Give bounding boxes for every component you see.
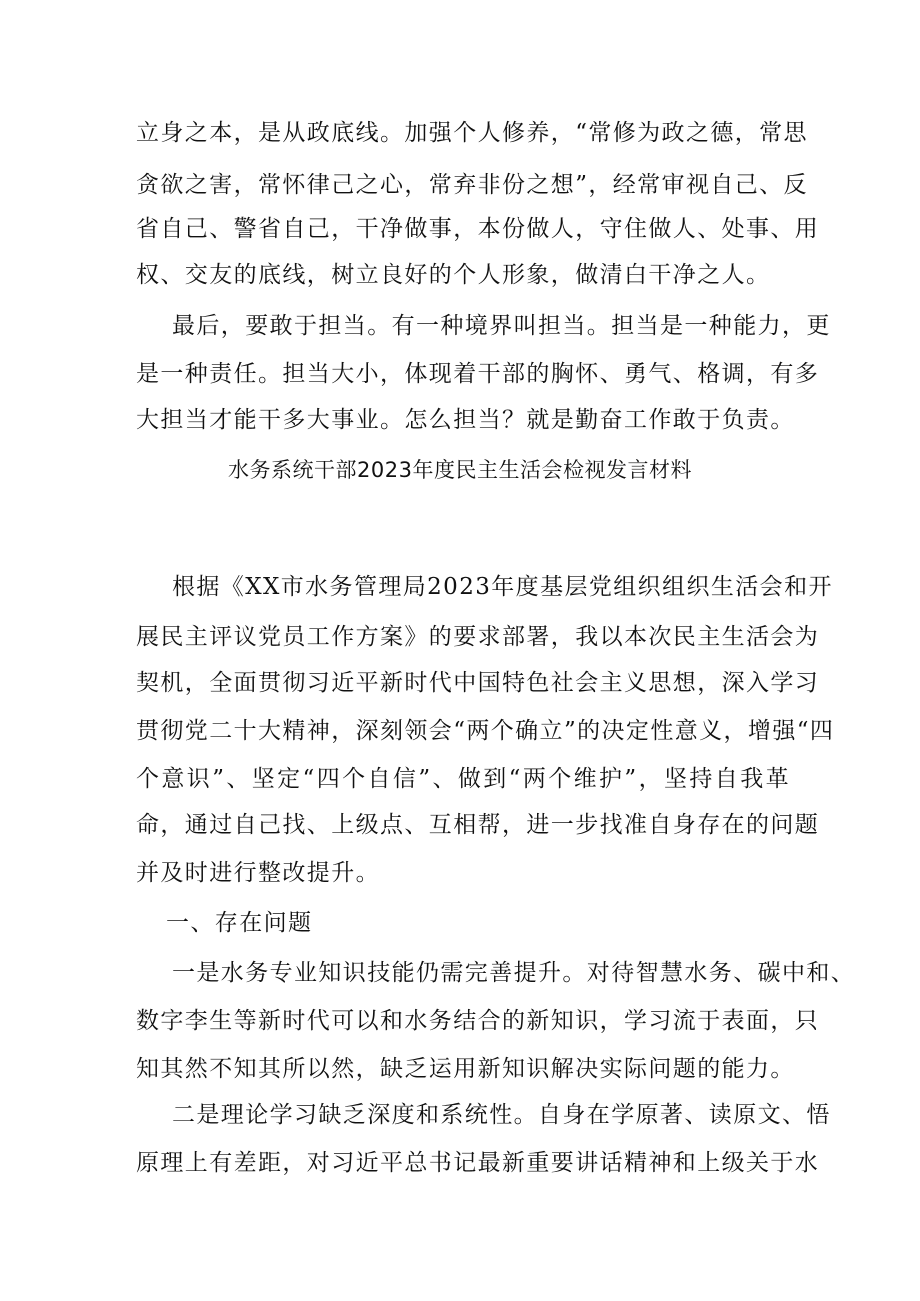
document-title: 水务系统干部2023年度民主生活会检视发言材料 — [228, 458, 692, 482]
body-text-line: 立身之本，是从政底线。加强个人修养，“常修为政之德，常思 — [136, 120, 808, 146]
body-text-line: 省自己、警省自己，干净做事，本份做人，守住做人、处事、用 — [136, 216, 820, 242]
body-text-line: 原理上有差距，对习近平总书记最新重要讲话精神和上级关于水 — [136, 1150, 820, 1176]
body-text-line: 贯彻党二十大精神，深刻领会“两个确立”的决定性意义，增强“四 — [136, 718, 835, 744]
section-heading: 一、存在问题 — [166, 910, 313, 936]
body-text-line: 数字李生等新时代可以和水务结合的新知识，学习流于表面，只 — [136, 1008, 820, 1034]
body-text-line: 并及时进行整改提升。 — [136, 860, 380, 886]
body-text-line: 权、交友的底线，树立良好的个人形象，做清白干净之人。 — [136, 262, 771, 288]
body-text-line: 一是水务专业知识技能仍需完善提升。对待智慧水务、碳中和、 — [172, 960, 856, 986]
body-text-line: 个意识”、坚定“四个自信”、做到“两个维护”，坚持自我革 — [136, 766, 790, 792]
body-text-line: 二是理论学习缺乏深度和系统性。自身在学原著、读原文、悟 — [172, 1102, 831, 1128]
body-text-line: 最后，要敢于担当。有一种境界叫担当。担当是一种能力，更 — [172, 313, 831, 339]
body-text-line: 展民主评议党员工作方案》的要求部署，我以本次民主生活会为 — [136, 624, 820, 650]
body-text-line: 命，通过自己找、上级点、互相帮，进一步找准自身存在的问题 — [136, 812, 820, 838]
body-text-line: 是一种责任。担当大小，体现着干部的胸怀、勇气、格调，有多 — [136, 361, 820, 387]
body-text-line: 契机，全面贯彻习近平新时代中国特色社会主义思想，深入学习 — [136, 670, 820, 696]
body-text-line: 根据《XX市水务管理局2023年度基层党组织组织生活会和开 — [172, 574, 833, 600]
body-text-line: 贪欲之害，常怀律己之心，常弃非份之想”，经常审视自己、反 — [136, 172, 808, 198]
body-text-line: 大担当才能干多大事业。怎么担当？就是勤奋工作敢于负责。 — [136, 407, 795, 433]
body-text-line: 知其然不知其所以然，缺乏运用新知识解决实际问题的能力。 — [136, 1056, 795, 1082]
